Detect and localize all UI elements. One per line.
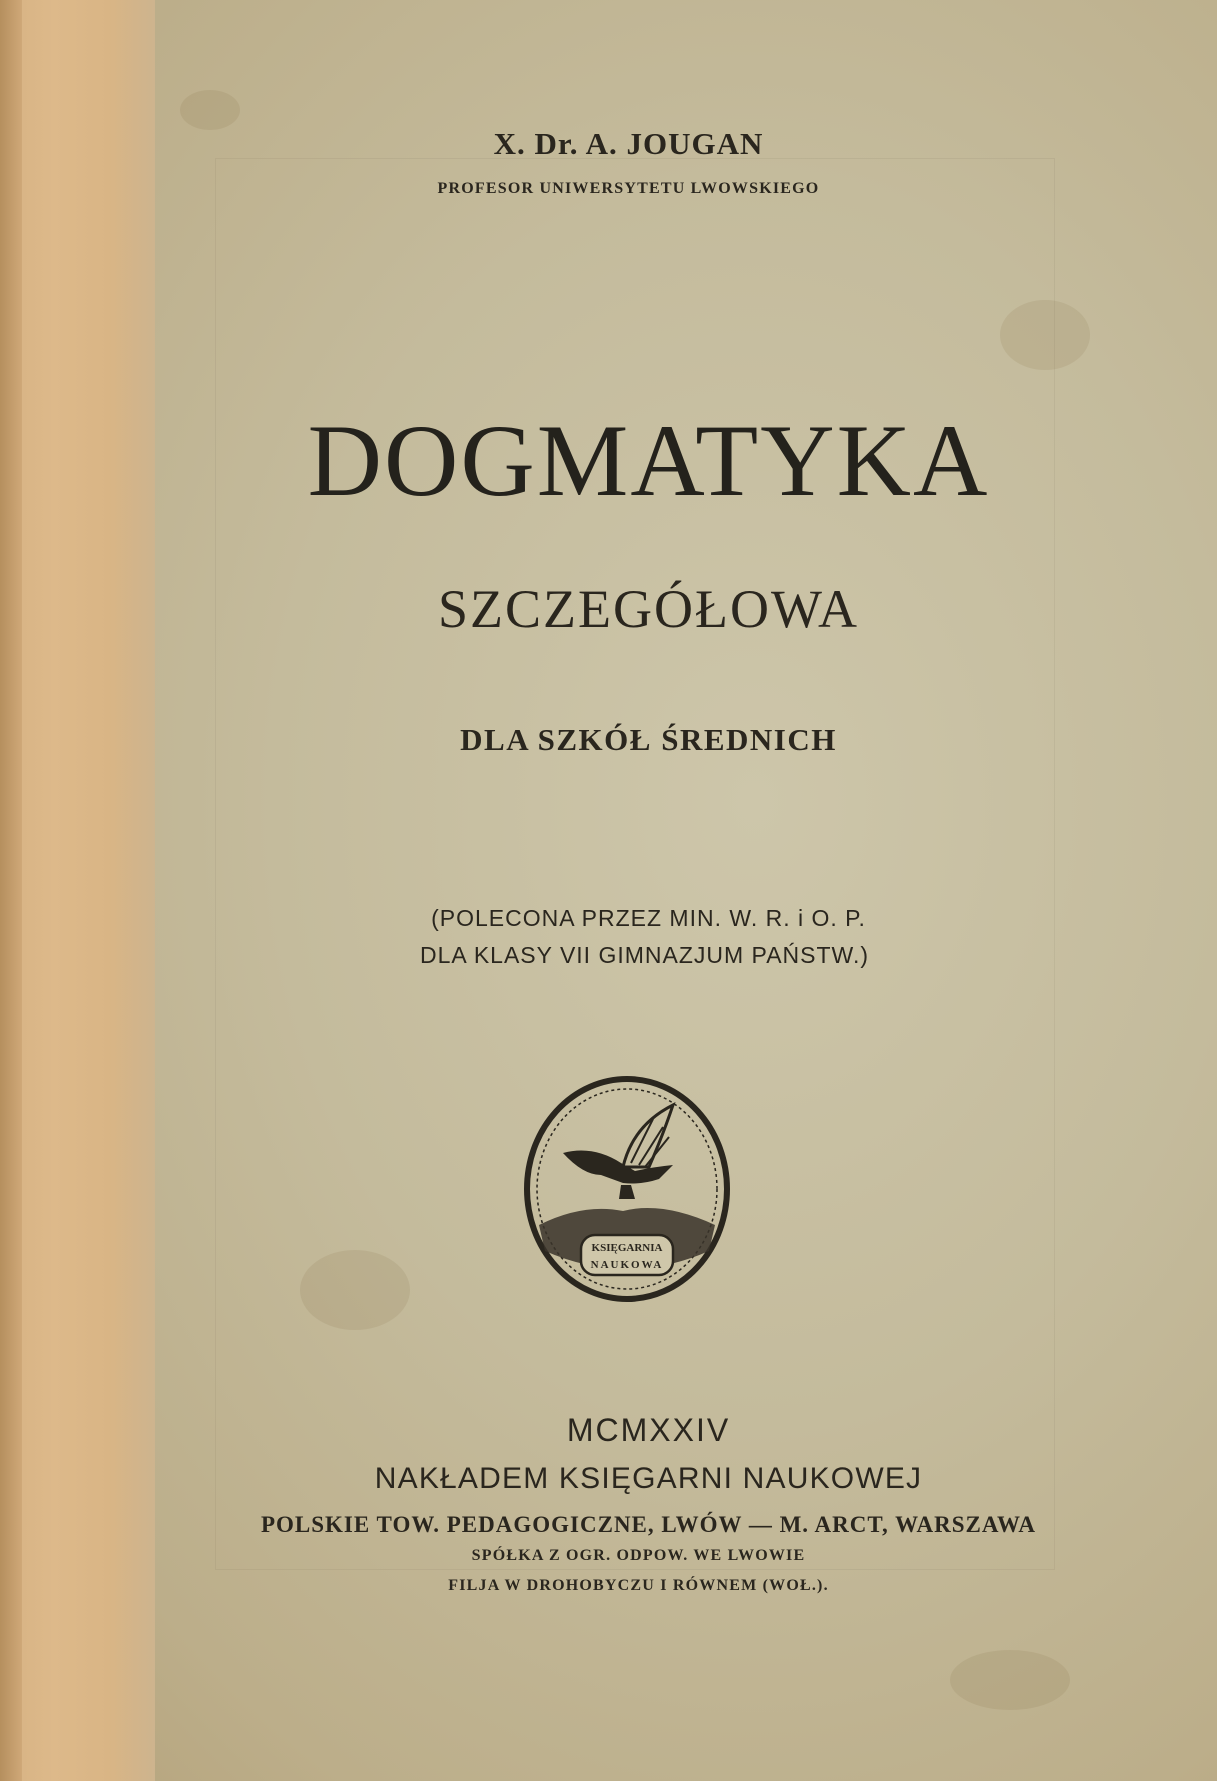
publisher-name: NAKŁADEM KSIĘGARNI NAUKOWEJ bbox=[374, 1462, 923, 1495]
emblem-label-line-2: NAUKOWA bbox=[590, 1259, 664, 1271]
publisher-detail-2: FILJA W DROHOBYCZU I RÓWNEM (WOŁ.). bbox=[448, 1577, 829, 1594]
emblem-label-line-1: KSIĘGARNIA bbox=[591, 1242, 663, 1254]
recommendation-line-2: DLA KLASY VII GIMNAZJUM PAŃSTW.) bbox=[419, 942, 870, 968]
publication-year: MCMXXIV bbox=[566, 1412, 731, 1448]
publisher-partners: POLSKIE TOW. PEDAGOGICZNE, LWÓW — M. ARCT, WARSZAWA bbox=[260, 1512, 1037, 1537]
bleed-through-frame bbox=[215, 158, 1055, 1570]
publisher-emblem bbox=[523, 1075, 731, 1303]
stain bbox=[180, 90, 240, 130]
author-affiliation: PROFESOR UNIWERSYTETU LWOWSKIEGO bbox=[437, 180, 820, 197]
recommendation-line-1: (POLECONA PRZEZ MIN. W. R. i O. P. bbox=[431, 905, 866, 931]
author-name: X. Dr. A. JOUGAN bbox=[493, 126, 764, 161]
publisher-detail-1: SPÓŁKA Z OGR. ODPOW. WE LWOWIE bbox=[471, 1547, 806, 1564]
book-subtitle: SZCZEGÓŁOWA bbox=[438, 579, 859, 639]
book-title: DOGMATYKA bbox=[307, 404, 990, 518]
eagle-icon bbox=[563, 1105, 673, 1199]
audience-line: DLA SZKÓŁ ŚREDNICH bbox=[460, 722, 837, 757]
stain bbox=[950, 1650, 1070, 1710]
